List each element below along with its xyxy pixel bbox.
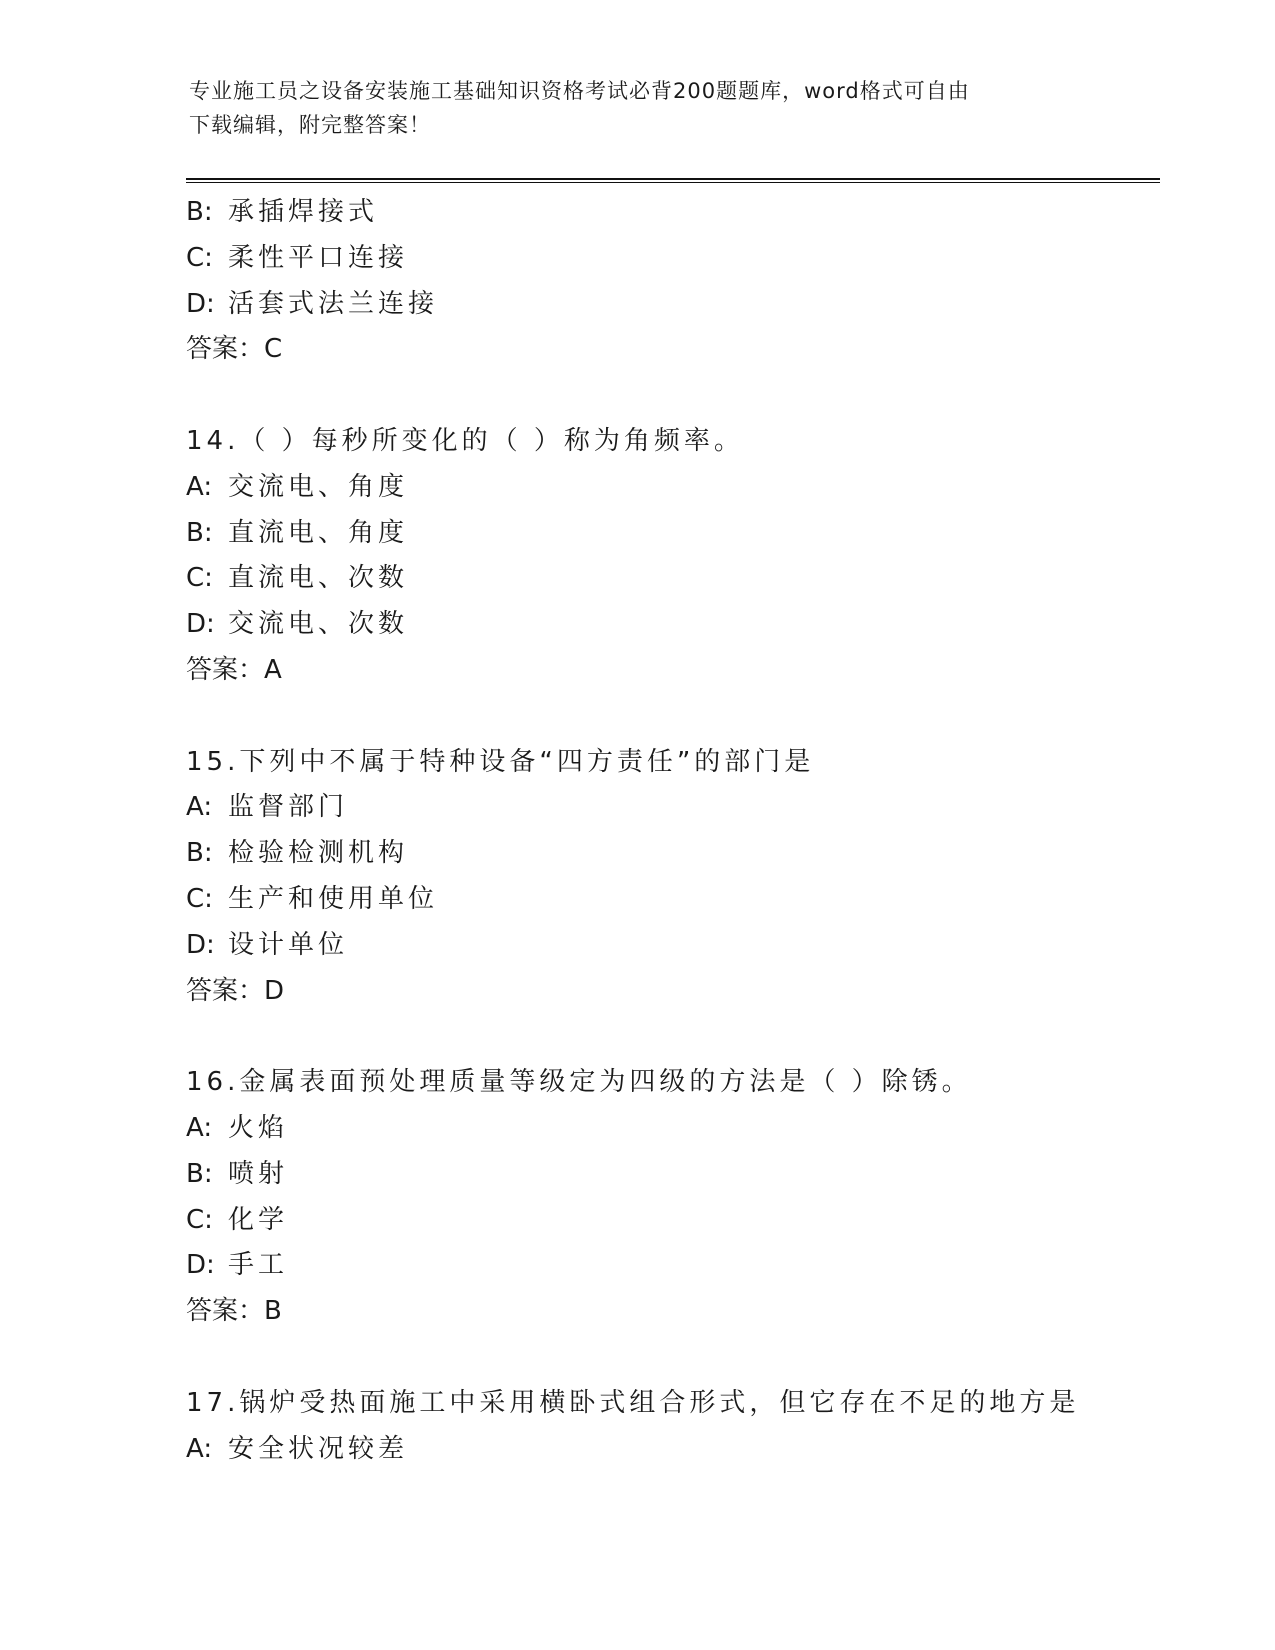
option-row (186, 1152, 1146, 1198)
option-row (186, 236, 1146, 282)
option-row (186, 923, 1146, 969)
header-title-line-2: 下载编辑，附完整答案！ (189, 113, 431, 137)
option-row (186, 1198, 1146, 1244)
option-row (186, 831, 1146, 877)
option-row (186, 785, 1146, 831)
question-list (186, 190, 1146, 1472)
option-letter: B: (186, 197, 213, 227)
option-letter: C: (186, 242, 213, 273)
option-text: 火焰 (228, 1112, 289, 1143)
spacer (186, 1014, 1146, 1060)
option-letter: D: (186, 288, 215, 319)
option-letter: A: (186, 1433, 213, 1464)
option-text: 喷射 (228, 1158, 289, 1189)
option-row (186, 465, 1146, 511)
answer-label: 答案： (186, 654, 265, 685)
question-stem: 14.（ ）每秒所变化的（ ）称为角频率。 (186, 425, 744, 456)
option-letter: B: (186, 517, 213, 548)
option-text: 安全状况较差 (228, 1433, 409, 1464)
option-row (186, 556, 1146, 602)
option-text: 直流电、角度 (228, 517, 409, 548)
spacer (186, 373, 1146, 419)
answer-row (186, 969, 1146, 1015)
question-stem: 15.下列中不属于特种设备“四方责任”的部门是 (186, 746, 815, 777)
option-letter: D: (186, 929, 215, 960)
option-row (186, 190, 1146, 236)
answer-value: B (264, 1296, 282, 1327)
option-row (186, 282, 1146, 328)
option-text: 交流电、角度 (228, 471, 409, 502)
option-letter: B: (186, 1158, 213, 1189)
option-row (186, 511, 1146, 557)
answer-row (186, 648, 1146, 694)
option-letter: D: (186, 1250, 215, 1281)
option-text: 检验检测机构 (228, 838, 409, 869)
option-text: 活套式法兰连接 (228, 288, 439, 319)
answer-label: 答案： (186, 975, 265, 1006)
option-text: 承插焊接式 (228, 197, 379, 227)
option-row (186, 877, 1146, 923)
spacer (186, 694, 1146, 740)
question-stem: 16.金属表面预处理质量等级定为四级的方法是（ ）除锈。 (186, 1067, 972, 1098)
option-text: 化学 (228, 1204, 289, 1235)
answer-value: D (264, 975, 285, 1006)
option-row (186, 1106, 1146, 1152)
option-letter: C: (186, 1204, 213, 1235)
answer-label: 答案： (186, 334, 265, 365)
option-letter: C: (186, 563, 213, 594)
answer-label: 答案： (186, 1296, 265, 1327)
answer-row (186, 327, 1146, 373)
option-letter: A: (186, 1112, 213, 1143)
option-text: 生产和使用单位 (228, 883, 439, 914)
option-letter: A: (186, 792, 213, 823)
option-text: 交流电、次数 (228, 609, 409, 640)
answer-row (186, 1289, 1146, 1335)
option-text: 设计单位 (228, 929, 349, 960)
option-text: 监督部门 (228, 792, 349, 823)
option-letter: A: (186, 471, 213, 502)
spacer (186, 1335, 1146, 1381)
header-divider (186, 178, 1160, 183)
answer-value: A (264, 654, 282, 685)
option-letter: B: (186, 838, 213, 869)
option-text: 手工 (228, 1250, 289, 1281)
header-title-line-1: 专业施工员之设备安装施工基础知识资格考试必背200题题库，word格式可自由 (189, 79, 970, 103)
option-row (186, 1427, 1146, 1473)
option-text: 柔性平口连接 (228, 242, 409, 273)
answer-value: C (264, 334, 283, 365)
question-stem: 17.锅炉受热面施工中采用横卧式组合形式，但它存在不足的地方是 (186, 1387, 1080, 1418)
option-text: 直流电、次数 (228, 563, 409, 594)
option-letter: C: (186, 883, 213, 914)
option-row (186, 1243, 1146, 1289)
option-letter: D: (186, 609, 215, 640)
document-header (189, 74, 1089, 142)
option-row (186, 602, 1146, 648)
